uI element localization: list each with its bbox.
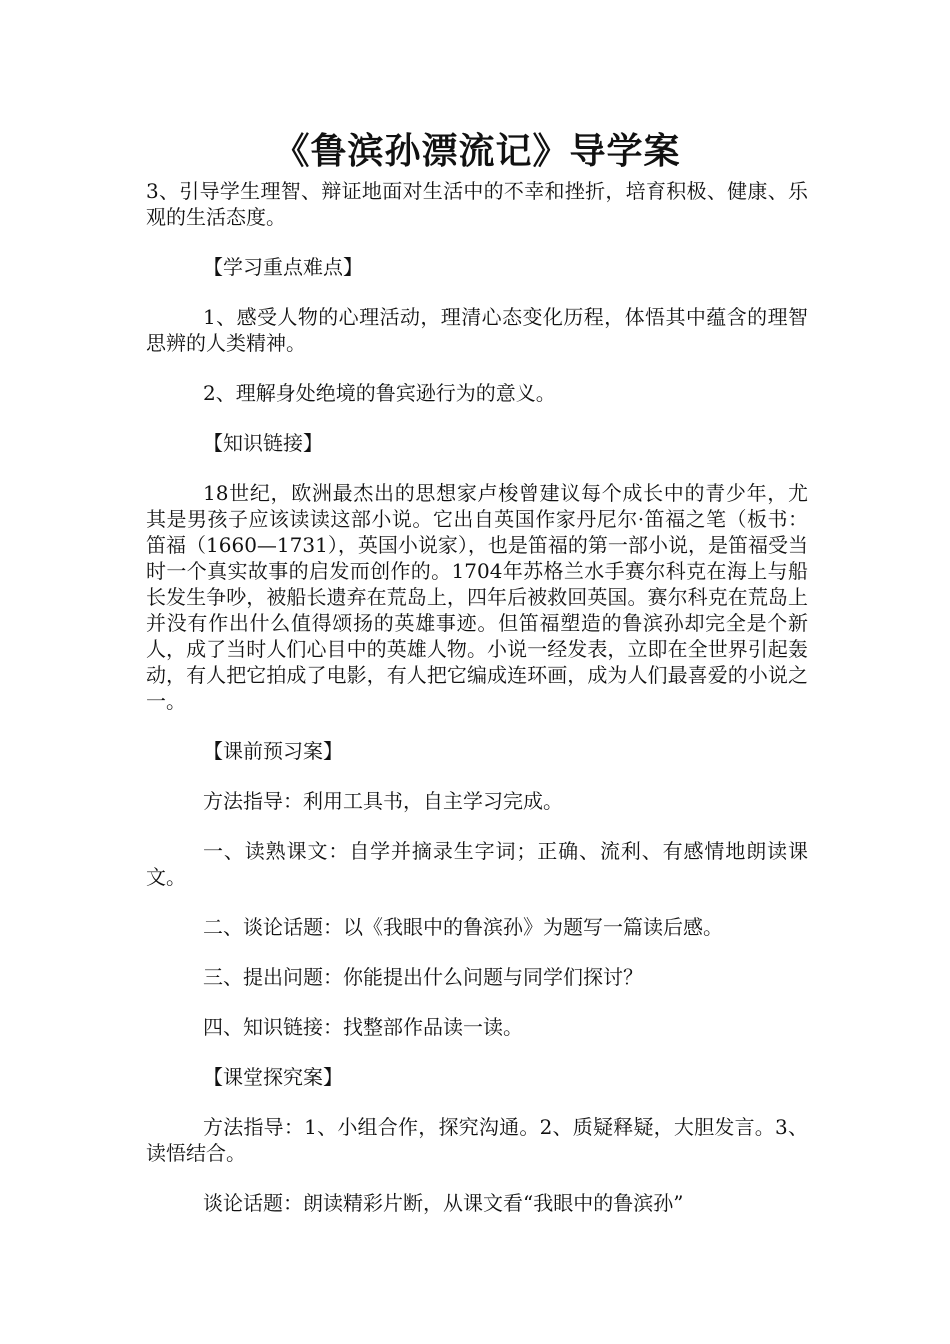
key-point-2-paragraph: 2、理解身处绝境的鲁宾逊行为的意义。 [203, 381, 556, 405]
section-heading-knowledge-link: 【知识链接】 [203, 431, 323, 455]
preview-task-1-paragraph: 一、读熟课文：自学并摘录生字词；正确、流利、有感情地朗读课文。 [146, 839, 808, 889]
preview-task-2-paragraph: 二、谈论话题：以《我眼中的鲁滨孙》为题写一篇读后感。 [203, 915, 723, 939]
preview-task-4-paragraph: 四、知识链接：找整部作品读一读。 [203, 1015, 523, 1039]
classroom-method-paragraph: 方法指导：1、小组合作，探究沟通。2、质疑释疑，大胆发言。3、读悟结合。 [146, 1115, 808, 1165]
preview-task-3-paragraph: 三、提出问题：你能提出什么问题与同学们探讨？ [203, 965, 643, 989]
discussion-topic-paragraph: 谈论话题：朗读精彩片断，从课文看“我眼中的鲁滨孙” [203, 1191, 684, 1215]
section-heading-key-points: 【学习重点难点】 [203, 255, 363, 279]
document-page [146, 124, 808, 1216]
section-heading-preview: 【课前预习案】 [203, 739, 343, 763]
objective-3-paragraph: 3、引导学生理智、辩证地面对生活中的不幸和挫折，培育积极、健康、乐观的生活态度。 [146, 179, 808, 229]
preview-method-paragraph: 方法指导：利用工具书，自主学习完成。 [203, 789, 563, 813]
knowledge-link-paragraph: 18世纪，欧洲最杰出的思想家卢梭曾建议每个成长中的青少年，尤其是男孩子应该读读这部小说。它出自英国作家丹尼尔·笛福之笔（板书：笛福（1660—1731），英国小说家），也是笛福的第一部小说，是笛福受当时一个真实故事的启发而创作的。1704年苏格兰水手赛尔科克在海上与船长发生争吵，被船长遗弃在荒岛上，四年后被救回英国。赛尔科克在荒岛上并没有作出什么值得颂扬的英雄事迹。但笛福塑造的鲁滨孙却完全是个新人，成了当时人们心目中的英雄人物。小说一经发表，立即在全世界引起轰动，有人把它拍成了电影，有人把它编成连环画，成为人们最喜爱的小说之一。 [146, 481, 808, 713]
section-heading-classroom: 【课堂探究案】 [203, 1065, 343, 1089]
key-point-1-paragraph: 1、感受人物的心理活动，理清心态变化历程，体悟其中蕴含的理智思辨的人类精神。 [146, 305, 808, 355]
document-title: 《鲁滨孙漂流记》导学案 [273, 130, 681, 172]
